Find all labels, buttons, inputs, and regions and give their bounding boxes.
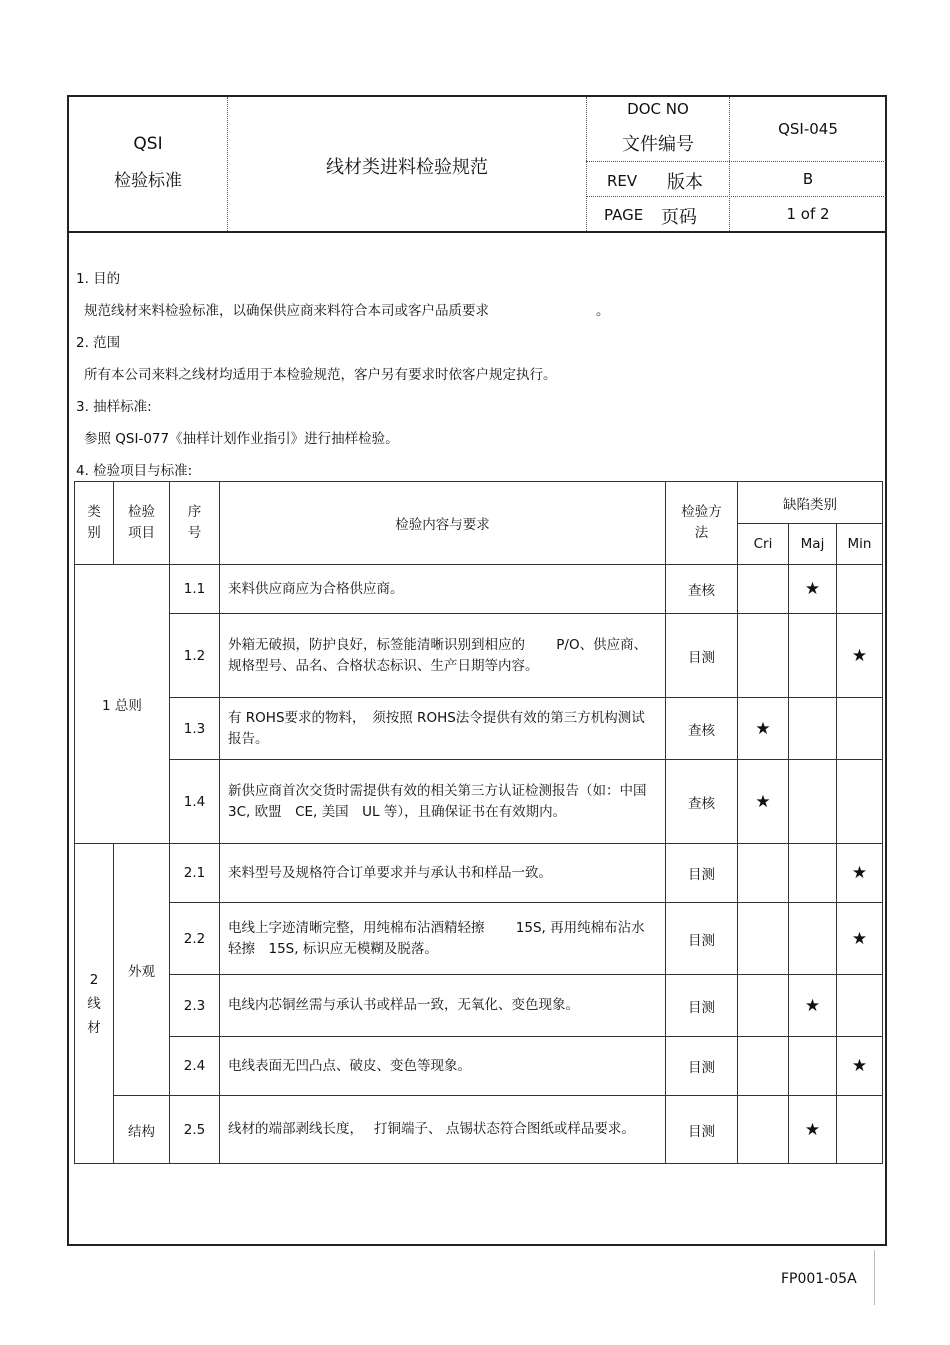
- row-content: 有 ROHS要求的物料， 须按照 ROHS法令提供有效的第三方机构测试报告。: [220, 698, 666, 760]
- row-seq: 2.5: [170, 1096, 220, 1164]
- table-row: [75, 844, 883, 903]
- group-wire: 2 线材: [75, 844, 114, 1164]
- row-seq: 1.2: [170, 614, 220, 698]
- item-appearance: 外观: [114, 844, 170, 1096]
- page-label-cn: 页码: [661, 207, 697, 228]
- table-row: [75, 698, 883, 760]
- row-cri: [738, 844, 789, 903]
- header-cri: Cri: [738, 524, 789, 565]
- row-method: 查核: [666, 565, 738, 614]
- row-method: 查核: [666, 760, 738, 844]
- row-maj: [789, 614, 837, 698]
- section-3-body: 参照 QSI-077《抽样计划作业指引》进行抽样检验。: [84, 431, 399, 447]
- section-4-title: 4. 检验项目与标准:: [76, 463, 193, 479]
- row-min: [837, 1096, 883, 1164]
- section-2-title: 2. 范围: [76, 335, 121, 351]
- header-method: 检验方法: [666, 482, 738, 565]
- row-maj: ★: [789, 1096, 837, 1164]
- header-divider: [586, 161, 886, 162]
- row-content: 外箱无破损，防护良好，标签能清晰识别到相应的 P/O、供应商、规格型号、品名、合格状态标识、生产日期等内容。: [220, 614, 666, 698]
- doc-no-label-en: DOC NO: [627, 100, 689, 118]
- header-min: Min: [837, 524, 883, 565]
- row-method: 目测: [666, 844, 738, 903]
- row-cri: [738, 1037, 789, 1096]
- table-row: [75, 1037, 883, 1096]
- header-defect: 缺陷类别: [738, 482, 883, 524]
- row-maj: [789, 1037, 837, 1096]
- row-maj: [789, 903, 837, 975]
- row-min: ★: [837, 903, 883, 975]
- row-content: 来料供应商应为合格供应商。: [220, 565, 666, 614]
- header-maj: Maj: [789, 524, 837, 565]
- row-min: [837, 698, 883, 760]
- header-item: 检验项目: [114, 482, 170, 565]
- row-seq: 1.3: [170, 698, 220, 760]
- header-seq: 序号: [170, 482, 220, 565]
- footer-rule: [874, 1250, 875, 1305]
- row-method: 查核: [666, 698, 738, 760]
- row-min: [837, 760, 883, 844]
- rev-label-cn: 版本: [667, 172, 703, 193]
- row-content: 电线内芯铜丝需与承认书或样品一致，无氧化、变色现象。: [220, 975, 666, 1037]
- row-maj: [789, 698, 837, 760]
- row-method: 目测: [666, 975, 738, 1037]
- form-code: FP001-05A: [781, 1271, 857, 1287]
- row-cri: [738, 1096, 789, 1164]
- table-row: [75, 614, 883, 698]
- inspection-table: [74, 481, 883, 1164]
- row-cri: [738, 565, 789, 614]
- row-min: ★: [837, 614, 883, 698]
- row-method: 目测: [666, 1037, 738, 1096]
- doc-title: 线材类进料检验规范: [326, 157, 488, 178]
- row-maj: [789, 844, 837, 903]
- doc-no-value: QSI-045: [778, 120, 838, 138]
- table-row: [75, 760, 883, 844]
- row-maj: [789, 760, 837, 844]
- row-cri: [738, 614, 789, 698]
- group-general: 1 总则: [75, 565, 170, 844]
- row-cri: ★: [738, 698, 789, 760]
- section-3-title: 3. 抽样标准:: [76, 399, 152, 415]
- row-content: 电线上字迹清晰完整，用纯棉布沾酒精轻擦 15S, 再用纯棉布沾水轻擦 15S, 标识应无模糊及脱落。: [220, 903, 666, 975]
- section-1-body: 规范线材来料检验标准，以确保供应商来料符合本司或客户品质要求: [84, 303, 489, 319]
- item-structure: 结构: [114, 1096, 170, 1164]
- row-seq: 1.4: [170, 760, 220, 844]
- org-code: QSI: [133, 134, 163, 154]
- row-cri: ★: [738, 760, 789, 844]
- row-seq: 2.4: [170, 1037, 220, 1096]
- table-row: [75, 975, 883, 1037]
- header-bottom-rule: [67, 231, 887, 233]
- section-1-title: 1. 目的: [76, 271, 121, 287]
- row-min: [837, 565, 883, 614]
- table-row: [75, 903, 883, 975]
- page-value: 1 of 2: [786, 205, 830, 223]
- row-min: ★: [837, 1037, 883, 1096]
- org-label: 检验标准: [114, 171, 182, 191]
- row-cri: [738, 975, 789, 1037]
- row-cri: [738, 903, 789, 975]
- row-seq: 2.2: [170, 903, 220, 975]
- page-label-en: PAGE: [604, 206, 644, 224]
- table-row: [75, 565, 883, 614]
- rev-label-en: REV: [607, 172, 638, 190]
- row-content: 线材的端部剥线长度， 打铜端子、 点锡状态符合图纸或样品要求。: [220, 1096, 666, 1164]
- row-content: 电线表面无凹凸点、破皮、变色等现象。: [220, 1037, 666, 1096]
- row-seq: 2.1: [170, 844, 220, 903]
- row-method: 目测: [666, 614, 738, 698]
- header-divider: [586, 196, 886, 197]
- row-content: 新供应商首次交货时需提供有效的相关第三方认证检测报告（如：中国 3C, 欧盟 CE, 美国 UL 等），且确保证书在有效期内。: [220, 760, 666, 844]
- row-seq: 1.1: [170, 565, 220, 614]
- row-content: 来料型号及规格符合订单要求并与承认书和样品一致。: [220, 844, 666, 903]
- row-maj: ★: [789, 975, 837, 1037]
- row-seq: 2.3: [170, 975, 220, 1037]
- section-2-body: 所有本公司来料之线材均适用于本检验规范，客户另有要求时依客户规定执行。: [84, 367, 557, 383]
- row-maj: ★: [789, 565, 837, 614]
- doc-no-label-cn: 文件编号: [622, 134, 694, 155]
- section-1-end: 。: [596, 303, 610, 319]
- row-method: 目测: [666, 903, 738, 975]
- header-category: 类别: [75, 482, 114, 565]
- row-min: [837, 975, 883, 1037]
- row-method: 目测: [666, 1096, 738, 1164]
- rev-value: B: [802, 170, 814, 188]
- table-row: [75, 1096, 883, 1164]
- row-min: ★: [837, 844, 883, 903]
- header-content: 检验内容与要求: [220, 482, 666, 565]
